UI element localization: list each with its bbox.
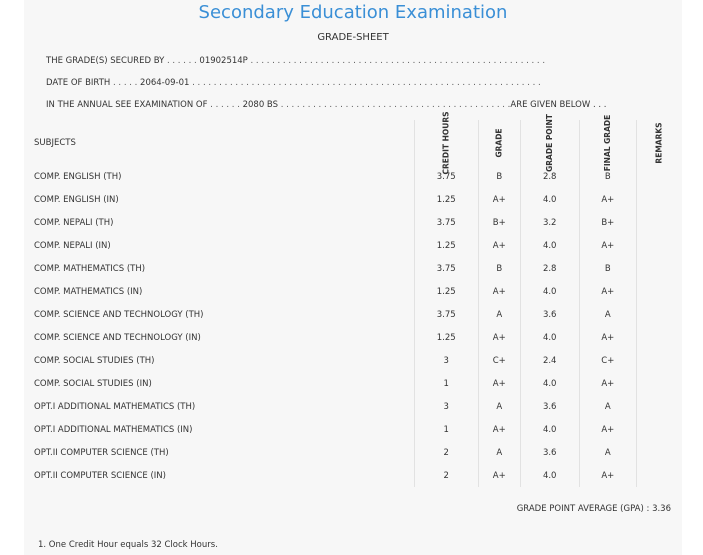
grade-cell: A+ bbox=[478, 326, 520, 349]
table-row bbox=[34, 464, 682, 487]
remarks-cell bbox=[637, 372, 682, 395]
final-grade-cell: A+ bbox=[579, 280, 636, 303]
grade-cell: A+ bbox=[478, 234, 520, 257]
final-grade-cell: A+ bbox=[579, 372, 636, 395]
grade-point-header: GRADE POINT bbox=[520, 120, 579, 165]
dob-value: 2064-09-01 bbox=[140, 78, 190, 88]
grades-table bbox=[34, 110, 682, 487]
exam-label: IN THE ANNUAL SEE EXAMINATION OF bbox=[46, 100, 208, 110]
final-grade-cell: A bbox=[579, 441, 636, 464]
grade-point-cell: 4.0 bbox=[520, 464, 579, 487]
credit-hours-cell: 3.75 bbox=[414, 303, 478, 326]
exam-line bbox=[46, 100, 606, 110]
credit-hours-cell: 3.75 bbox=[414, 257, 478, 280]
credit-hours-cell: 1.25 bbox=[414, 234, 478, 257]
table-row bbox=[34, 165, 682, 188]
symbol-number: 01902514P bbox=[199, 56, 248, 66]
grade-point-cell: 2.8 bbox=[520, 257, 579, 280]
subject-cell: OPT.II COMPUTER SCIENCE (IN) bbox=[34, 470, 166, 481]
grade-point-cell: 4.0 bbox=[520, 234, 579, 257]
final-grade-cell: A+ bbox=[579, 418, 636, 441]
final-grade-cell: A+ bbox=[579, 234, 636, 257]
subject-cell: OPT.I ADDITIONAL MATHEMATICS (TH) bbox=[34, 401, 196, 412]
final-grade-cell: B bbox=[579, 257, 636, 280]
dob-line bbox=[46, 78, 541, 88]
grade-point-cell: 4.0 bbox=[520, 418, 579, 441]
exam-lead-dots: . . . . . . bbox=[207, 100, 243, 110]
remarks-cell bbox=[637, 257, 682, 280]
grade-point-cell: 4.0 bbox=[520, 372, 579, 395]
remarks-header: REMARKS bbox=[637, 120, 682, 165]
table-row bbox=[34, 441, 682, 464]
credit-hours-cell: 1.25 bbox=[414, 188, 478, 211]
remarks-cell bbox=[637, 234, 682, 257]
grade-cell: B bbox=[478, 257, 520, 280]
table-row bbox=[34, 280, 682, 303]
credit-hours-cell: 1.25 bbox=[414, 326, 478, 349]
grade-cell: B+ bbox=[478, 211, 520, 234]
grade-cell: A+ bbox=[478, 372, 520, 395]
remarks-cell bbox=[637, 165, 682, 188]
remarks-cell bbox=[637, 188, 682, 211]
grade-point-cell: 3.6 bbox=[520, 441, 579, 464]
credit-hours-header: CREDIT HOURS bbox=[414, 120, 478, 165]
exam-year: 2080 BS bbox=[242, 100, 279, 110]
subject-cell: COMP. SCIENCE AND TECHNOLOGY (TH) bbox=[34, 309, 204, 320]
subject-cell: COMP. SCIENCE AND TECHNOLOGY (IN) bbox=[34, 332, 201, 343]
final-grade-cell: A bbox=[579, 303, 636, 326]
final-grade-header: FINAL GRADE bbox=[579, 120, 636, 165]
table-row bbox=[34, 257, 682, 280]
table-row bbox=[34, 372, 682, 395]
final-grade-cell: B+ bbox=[579, 211, 636, 234]
dob-lead-dots: . . . . . bbox=[110, 78, 141, 88]
dob-label: DATE OF BIRTH bbox=[46, 78, 111, 88]
credit-hours-cell: 3 bbox=[414, 349, 478, 372]
table-row bbox=[34, 211, 682, 234]
grade-point-cell: 4.0 bbox=[520, 188, 579, 211]
subject-cell: OPT.I ADDITIONAL MATHEMATICS (IN) bbox=[34, 424, 193, 435]
page-title: Secondary Education Examination bbox=[198, 2, 508, 23]
table-row bbox=[34, 234, 682, 257]
grade-cell: A+ bbox=[478, 280, 520, 303]
subject-cell: COMP. NEPALI (TH) bbox=[34, 217, 114, 228]
subject-cell: COMP. MATHEMATICS (TH) bbox=[34, 263, 146, 274]
grades-secured-label: THE GRADE(S) SECURED BY bbox=[46, 56, 165, 66]
credit-hours-cell: 3 bbox=[414, 395, 478, 418]
grade-point-cell: 3.6 bbox=[520, 303, 579, 326]
grades-secured-line bbox=[46, 56, 545, 66]
final-grade-cell: A+ bbox=[579, 188, 636, 211]
grade-cell: A+ bbox=[478, 464, 520, 487]
grade-cell: A+ bbox=[478, 418, 520, 441]
grade-cell: A+ bbox=[478, 188, 520, 211]
remarks-cell bbox=[637, 418, 682, 441]
remarks-cell bbox=[637, 349, 682, 372]
table-header-row bbox=[34, 120, 682, 165]
remarks-cell bbox=[637, 441, 682, 464]
table-row bbox=[34, 418, 682, 441]
subject-cell: COMP. ENGLISH (IN) bbox=[34, 194, 119, 205]
credit-hours-cell: 3.75 bbox=[414, 165, 478, 188]
note-credit-hour: 1. One Credit Hour equals 32 Clock Hours. bbox=[38, 540, 218, 550]
final-grade-cell: C+ bbox=[579, 349, 636, 372]
final-grade-cell: A bbox=[579, 395, 636, 418]
grade-point-cell: 2.4 bbox=[520, 349, 579, 372]
grade-point-cell: 4.0 bbox=[520, 326, 579, 349]
grade-cell: A bbox=[478, 441, 520, 464]
credit-hours-cell: 2 bbox=[414, 441, 478, 464]
grade-point-cell: 3.6 bbox=[520, 395, 579, 418]
grade-point-cell: 3.2 bbox=[520, 211, 579, 234]
table-row bbox=[34, 188, 682, 211]
table-row bbox=[34, 303, 682, 326]
remarks-cell bbox=[637, 464, 682, 487]
subject-cell: COMP. MATHEMATICS (IN) bbox=[34, 286, 143, 297]
table-row bbox=[34, 326, 682, 349]
subjects-header: SUBJECTS bbox=[34, 137, 76, 148]
dob-trail-dots: . . . . . . . . . . . . . . . . . . . . . . . . . . . . . . . . . . . . . . . . . . . . . . . . . . . . . . . . . . . . . . . . . bbox=[189, 78, 541, 88]
exam-trail-dots: . . . . . . . . . . . . . . . . . . . . . . . . . . . . . . . . . . . . . . . . . . . bbox=[278, 100, 511, 110]
grade-header: GRADE bbox=[478, 120, 520, 165]
credit-hours-cell: 1 bbox=[414, 372, 478, 395]
grade-cell: A bbox=[478, 303, 520, 326]
grade-cell: A bbox=[478, 395, 520, 418]
gpa-summary: GRADE POINT AVERAGE (GPA) : 3.36 bbox=[516, 504, 671, 514]
credit-hours-cell: 1 bbox=[414, 418, 478, 441]
final-grade-cell: B bbox=[579, 165, 636, 188]
credit-hours-cell: 1.25 bbox=[414, 280, 478, 303]
subject-cell: OPT.II COMPUTER SCIENCE (TH) bbox=[34, 447, 169, 458]
grade-sheet bbox=[24, 0, 682, 555]
sheet-subtitle: GRADE-SHEET bbox=[317, 32, 389, 43]
grade-cell: C+ bbox=[478, 349, 520, 372]
table-row bbox=[34, 395, 682, 418]
credit-hours-cell: 3.75 bbox=[414, 211, 478, 234]
grade-cell: B bbox=[478, 165, 520, 188]
credit-hours-cell: 2 bbox=[414, 464, 478, 487]
remarks-cell bbox=[637, 280, 682, 303]
final-grade-cell: A+ bbox=[579, 326, 636, 349]
subject-cell: COMP. NEPALI (IN) bbox=[34, 240, 111, 251]
grade-point-cell: 4.0 bbox=[520, 280, 579, 303]
grades-secured-lead-dots: . . . . . . bbox=[164, 56, 197, 66]
remarks-cell bbox=[637, 326, 682, 349]
exam-suffix: ARE GIVEN BELOW . . . bbox=[510, 100, 607, 110]
table-row bbox=[34, 349, 682, 372]
remarks-cell bbox=[637, 211, 682, 234]
subject-cell: COMP. SOCIAL STUDIES (IN) bbox=[34, 378, 152, 389]
grade-point-cell: 2.8 bbox=[520, 165, 579, 188]
subject-cell: COMP. ENGLISH (TH) bbox=[34, 171, 122, 182]
subject-cell: COMP. SOCIAL STUDIES (TH) bbox=[34, 355, 155, 366]
grades-secured-trail-dots: . . . . . . . . . . . . . . . . . . . . . . . . . . . . . . . . . . . . . . . . . . . . . . . . . . . . . . . bbox=[247, 56, 546, 66]
remarks-cell bbox=[637, 303, 682, 326]
final-grade-cell: A+ bbox=[579, 464, 636, 487]
remarks-cell bbox=[637, 395, 682, 418]
